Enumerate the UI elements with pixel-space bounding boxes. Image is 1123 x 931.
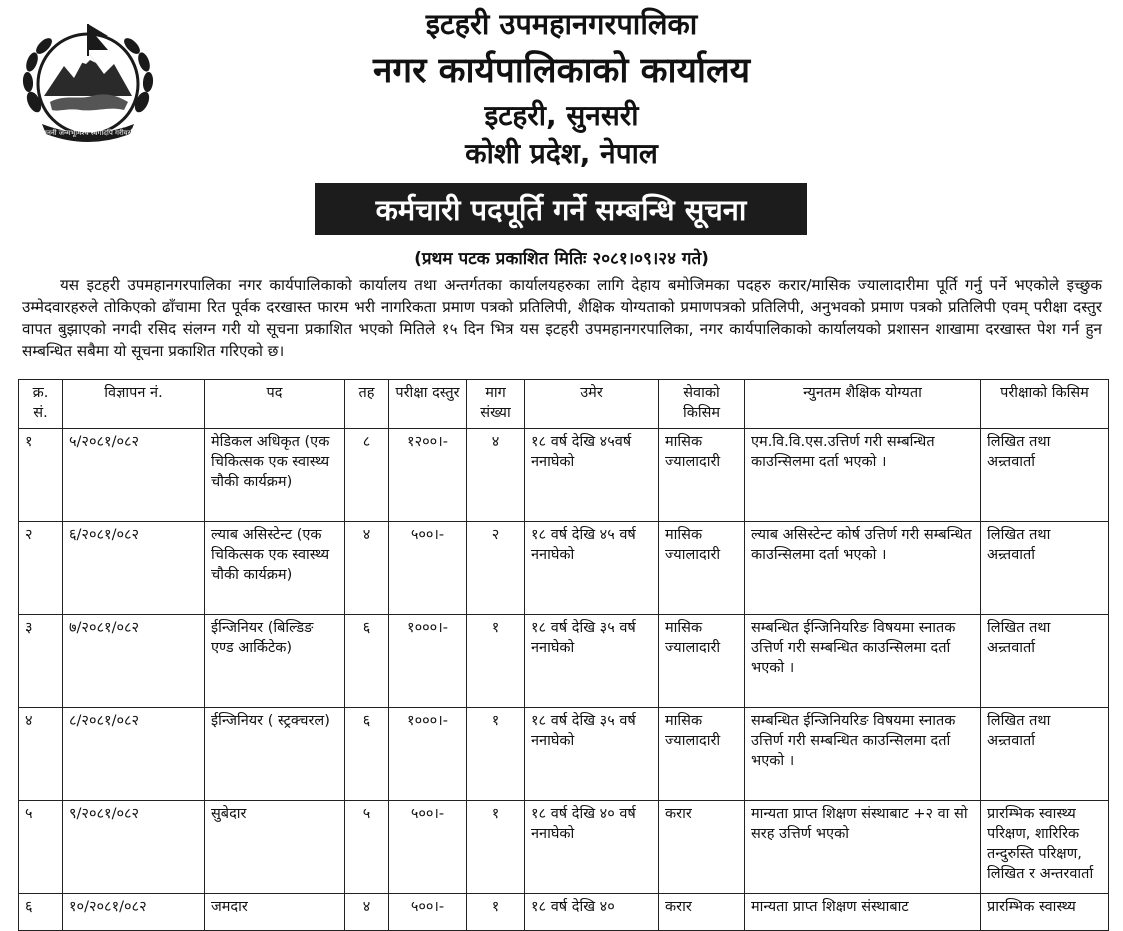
col-header-level: तह	[345, 380, 389, 429]
cell-age: १८ वर्ष देखि ४०	[525, 894, 659, 931]
table-row	[19, 708, 1109, 801]
cell-advertisement-no: ५/२०८१/०८२	[63, 429, 205, 522]
cell-exam-fee: ५००।-	[389, 801, 467, 894]
cell-service-type: मासिक ज्यालादारी	[659, 708, 745, 801]
cell-post: जमदार	[205, 894, 345, 931]
cell-exam-type: लिखित तथा अन्र्तवार्ता	[981, 429, 1109, 522]
cell-demand-count: १	[467, 615, 525, 708]
cell-service-type: मासिक ज्यालादारी	[659, 615, 745, 708]
cell-advertisement-no: ९/२०८१/०८२	[63, 801, 205, 894]
cell-serial: ३	[19, 615, 63, 708]
cell-exam-type: प्रारम्भिक स्वास्थ्य	[981, 894, 1109, 931]
cell-serial: १	[19, 429, 63, 522]
cell-exam-type: लिखित तथा अन्र्तवार्ता	[981, 615, 1109, 708]
cell-level: ६	[345, 708, 389, 801]
table-row	[19, 894, 1109, 931]
cell-service-type: मासिक ज्यालादारी	[659, 522, 745, 615]
notice-body: यस इटहरी उपमहानगरपालिका नगर कार्यपालिकाको कार्यालय तथा अन्तर्गतका कार्यालयहरुका लागि देहाय बमोजिमका पदहरु करार/मासिक ज्यालादारीमा पूर्ति गर्नु पर्ने भएकोले इच्छुक उम्मेदवारहरुले तोकिएको ढाँचामा रित पूर्वक दरखास्त फारम भरी नागरिकता प्रमाण पत्रको प्रतिलिपी, शैक्षिक योग्यताको प्रमाणपत्रको प्रतिलिपी, अनुभवको प्रमाण पत्रको प्रतिलिपी एवम् परीक्षा दस्तुर वापत बुझाएको नगदी रसिद संलग्न गरी यो सूचना प्रकाशित भएको मितिले १५ दिन भित्र यस इटहरी उपमहानगरपालिका, नगर कार्यपालिकाको कार्यालयको प्रशासन शाखामा दरखास्त पेश गर्न हुन सम्बन्धित सबैमा यो सूचना प्रकाशित गरिएको छ।	[22, 276, 1102, 360]
cell-exam-fee: ५००।-	[389, 522, 467, 615]
cell-level: ४	[345, 894, 389, 931]
notice-title: कर्मचारी पदपूर्ति गर्ने सम्बन्धि सूचना	[375, 192, 747, 227]
cell-advertisement-no: ७/२०८१/०८२	[63, 615, 205, 708]
cell-exam-fee: १०००।-	[389, 615, 467, 708]
cell-post: ईन्जिनियर (बिल्डिङ एण्ड आर्किटेक)	[205, 615, 345, 708]
cell-post: मेडिकल अधिकृत (एक चिकित्सक एक स्वास्थ्य चौकी कार्यक्रम)	[205, 429, 345, 522]
cell-level: ६	[345, 615, 389, 708]
cell-serial: ४	[19, 708, 63, 801]
cell-serial: २	[19, 522, 63, 615]
cell-exam-type: लिखित तथा अन्र्तवार्ता	[981, 522, 1109, 615]
cell-age: १८ वर्ष देखि ४० वर्ष ननाघेको	[525, 801, 659, 894]
cell-demand-count: २	[467, 522, 525, 615]
cell-age: १८ वर्ष देखि ३५ वर्ष ननाघेको	[525, 615, 659, 708]
municipality-name: इटहरी उपमहानगरपालिका	[425, 7, 698, 41]
col-header-exam-fee: परीक्षा दस्तुर	[389, 380, 467, 429]
cell-level: ५	[345, 801, 389, 894]
table-row	[19, 429, 1109, 522]
cell-service-type: करार	[659, 801, 745, 894]
cell-advertisement-no: १०/२०८१/०८२	[63, 894, 205, 931]
cell-qualification: मान्यता प्राप्त शिक्षण संस्थाबाट	[745, 894, 981, 931]
cell-qualification: सम्बन्धित ईन्जिनियरिङ विषयमा स्नातक उत्तिर्ण गरी सम्बन्धित काउन्सिलमा दर्ता भएको ।	[745, 708, 981, 801]
cell-qualification: सम्बन्धित ईन्जिनियरिङ विषयमा स्नातक उत्तिर्ण गरी सम्बन्धित काउन्सिलमा दर्ता भएको ।	[745, 615, 981, 708]
col-header-exam-type: परीक्षाको किसिम	[981, 380, 1109, 429]
cell-qualification: मान्यता प्राप्त शिक्षण संस्थाबाट +२ वा सो सरह उत्तिर्ण भएको	[745, 801, 981, 894]
svg-text:जननी जन्मभूमिश्च स्वर्गादपि गर: जननी जन्मभूमिश्च स्वर्गादपि गरीयसी	[41, 129, 135, 137]
cell-demand-count: ४	[467, 429, 525, 522]
cell-age: १८ वर्ष देखि ३५ वर्ष ननाघेको	[525, 708, 659, 801]
cell-advertisement-no: ८/२०८१/०८२	[63, 708, 205, 801]
cell-age: १८ वर्ष देखि ४५ वर्ष ननाघेको	[525, 522, 659, 615]
cell-serial: ५	[19, 801, 63, 894]
col-header-post: पद	[205, 380, 345, 429]
cell-service-type: मासिक ज्यालादारी	[659, 429, 745, 522]
col-header-qualification: न्युनतम शैक्षिक योग्यता	[745, 380, 981, 429]
table-header-row	[19, 380, 1109, 429]
cell-age: १८ वर्ष देखि ४५वर्ष ननाघेको	[525, 429, 659, 522]
table-row	[19, 801, 1109, 894]
office-name: नगर कार्यपालिकाको कार्यालय	[372, 51, 751, 91]
table-row	[19, 615, 1109, 708]
cell-exam-type: लिखित तथा अन्र्तवार्ता	[981, 708, 1109, 801]
notice-title-banner	[315, 183, 807, 235]
cell-qualification: ल्याब असिस्टेन्ट कोर्ष उत्तिर्ण गरी सम्बन्धित काउन्सिलमा दर्ता भएको ।	[745, 522, 981, 615]
office-address: इटहरी, सुनसरी	[484, 99, 639, 132]
table-row	[19, 522, 1109, 615]
col-header-serial: क्र. सं.	[19, 380, 63, 429]
cell-demand-count: १	[467, 801, 525, 894]
cell-exam-fee: ५००।-	[389, 894, 467, 931]
cell-post: सुबेदार	[205, 801, 345, 894]
col-header-age: उमेर	[525, 380, 659, 429]
cell-post: ईन्जिनियर ( स्ट्रक्चरल)	[205, 708, 345, 801]
cell-exam-type: प्रारम्भिक स्वास्थ्य परिक्षण, शारिरिक तन्दुरुस्ति परिक्षण, लिखित र अन्तरवार्ता	[981, 801, 1109, 894]
cell-exam-fee: १२००।-	[389, 429, 467, 522]
cell-qualification: एम.वि.वि.एस.उत्तिर्ण गरी सम्बन्धित काउन्सिलमा दर्ता भएको ।	[745, 429, 981, 522]
cell-serial: ६	[19, 894, 63, 931]
cell-exam-fee: १०००।-	[389, 708, 467, 801]
vacancy-table	[18, 379, 1109, 931]
cell-level: ४	[345, 522, 389, 615]
col-header-advertisement-no: विज्ञापन नं.	[63, 380, 205, 429]
cell-demand-count: १	[467, 708, 525, 801]
cell-post: ल्याब असिस्टेन्ट (एक चिकित्सक एक स्वास्थ्य चौकी कार्यक्रम)	[205, 522, 345, 615]
col-header-demand-count: माग संख्या	[467, 380, 525, 429]
cell-advertisement-no: ६/२०८१/०८२	[63, 522, 205, 615]
col-header-service-type: सेवाको किसिम	[659, 380, 745, 429]
cell-level: ८	[345, 429, 389, 522]
cell-service-type: करार	[659, 894, 745, 931]
publication-date: (प्रथम पटक प्रकाशित मितिः २०८१।०९।२४ गते)	[414, 249, 709, 269]
office-province: कोशी प्रदेश, नेपाल	[465, 137, 658, 170]
cell-demand-count: १	[467, 894, 525, 931]
